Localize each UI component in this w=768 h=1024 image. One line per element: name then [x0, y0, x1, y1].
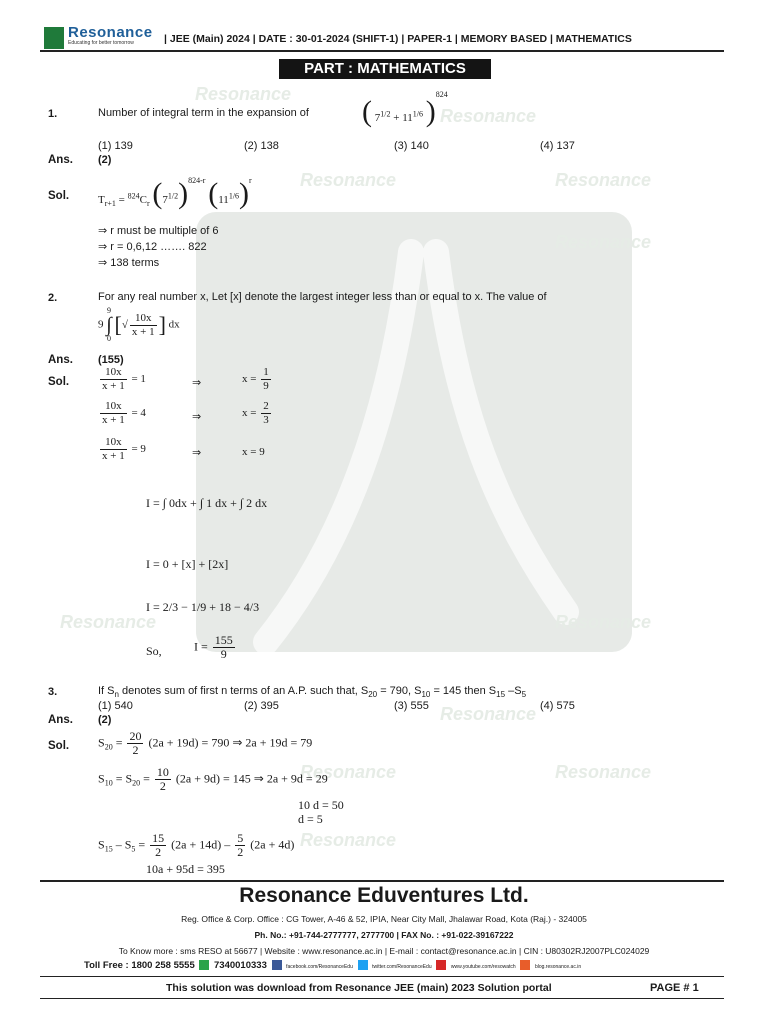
case-result: x = $\frac{2}{3}$	[242, 400, 269, 426]
answer-label: Ans.	[48, 154, 73, 166]
solution-step: ⇒ r must be multiple of 6	[98, 225, 219, 237]
implies-arrow: ⇒	[192, 447, 202, 459]
so-label: So,	[146, 644, 162, 658]
answer-value: (2)	[98, 154, 112, 166]
answer-value: (2)	[98, 714, 112, 726]
watermark-text: Resonance	[555, 170, 652, 190]
case-equation: $\frac{10x}{x + 1}$ = 9	[102, 436, 146, 462]
footer-divider	[40, 998, 724, 999]
watermark-text: Resonance	[555, 232, 652, 252]
facebook-link[interactable]: facebook.com/ResonanceEdu	[286, 964, 353, 970]
case-result: x = $\frac{1}{9}$	[242, 366, 269, 392]
company-name: Resonance Eduventures Ltd.	[239, 884, 529, 907]
watermark-text: Resonance	[555, 612, 652, 632]
question-text: Number of integral term in the expansion of	[98, 107, 309, 119]
solution-line: 10a + 95d = 395	[146, 862, 225, 876]
watermark-text: Resonance	[300, 830, 397, 850]
answer-label: Ans.	[48, 714, 73, 726]
twitter-icon	[358, 960, 368, 970]
whatsapp-number: 7340010333	[214, 960, 267, 971]
answer-value: (155)	[98, 354, 124, 366]
youtube-link[interactable]: www.youtube.com/resowatch	[450, 964, 516, 970]
footer-divider	[40, 880, 724, 882]
logo-text: Resonance	[68, 24, 153, 41]
integral-evaluated: I = 0 + [x] + [2x]	[146, 557, 229, 571]
option-3: (3) 140	[394, 140, 429, 152]
option-2: (2) 395	[244, 700, 279, 712]
facebook-icon	[272, 960, 282, 970]
whatsapp-icon	[199, 960, 209, 970]
integral-split: I = ∫ 0dx + ∫ 1 dx + ∫ 2 dx	[146, 496, 268, 510]
watermark-text: Resonance	[300, 170, 397, 190]
implies-arrow: ⇒	[192, 377, 202, 389]
watermark-text: Resonance	[60, 612, 157, 632]
contact-info: To Know more : sms RESO at 56677 | Website : www.resonance.ac.in | E-mail : contact@resonance.ac.in | CIN : U80302RJ2007PLC024029	[118, 946, 650, 956]
header-title: | JEE (Main) 2024 | DATE : 30-01-2024 (SHIFT-1) | PAPER-1 | MEMORY BASED | MATHEMATICS	[164, 33, 632, 45]
final-answer: I = $\frac{155}{9}$	[194, 633, 233, 661]
watermark-logo-icon	[196, 212, 632, 652]
implies-arrow: ⇒	[192, 411, 202, 423]
youtube-icon	[436, 960, 446, 970]
solution-line: $S_{10} = S_{20}$ = $\frac{10}{2}$ (2a + 9d) = 145 ⇒ 2a + 9d = 29	[98, 765, 328, 793]
download-note: This solution was download from Resonance JEE (main) 2023 Solution portal	[166, 982, 552, 994]
solution-step: ⇒ r = 0,6,12 ……. 822	[98, 241, 207, 253]
watermark-text: Resonance	[300, 762, 397, 782]
solution-line: 10 d = 50	[298, 798, 344, 812]
solution-label: Sol.	[48, 740, 70, 752]
office-address: Reg. Office & Corp. Office : CG Tower, A-46 & 52, IPIA, Near City Mall, Jhalawar Road, Kota (Raj.) - 324005	[181, 914, 587, 924]
solution-line: d = 5	[298, 812, 323, 826]
question-number: 3.	[48, 686, 58, 698]
integral-expression: 9 9 ∫ 0 [√ $\frac{10x}{x + 1}$ ] dx	[98, 306, 180, 343]
integral-value: I = 2/3 − 1/9 + 18 − 4/3	[146, 600, 260, 614]
part-title: PART : MATHEMATICS	[279, 59, 491, 79]
watermark-text: Resonance	[440, 704, 537, 724]
option-2: (2) 138	[244, 140, 279, 152]
question-text: If $S_n$ denotes sum of first n terms of an A.P. such that, $S_{20} = 790$, $S_{10} = 145$ then $S_{15}$ $-S_5$	[98, 685, 527, 700]
phone-fax: Ph. No.: +91-744-2777777, 2777700 | FAX No. : +91-022-39167222	[254, 930, 514, 940]
case-equation: $\frac{10x}{x + 1}$ = 4	[102, 400, 146, 426]
option-3: (3) 555	[394, 700, 429, 712]
header-divider	[40, 50, 724, 52]
option-4: (4) 137	[540, 140, 575, 152]
answer-label: Ans.	[48, 354, 73, 366]
page-number: PAGE # 1	[650, 982, 699, 994]
option-1: (1) 139	[98, 140, 133, 152]
watermark-text: Resonance	[440, 106, 537, 126]
solution-line: $S_{15} - S_5$ = $\frac{15}{2}$ (2a + 14d) – $\frac{5}{2}$ (2a + 4d)	[98, 831, 295, 859]
question-text: For any real number x, Let [x] denote the largest integer less than or equal to x. The value of	[98, 291, 547, 303]
resonance-logo-icon	[44, 27, 64, 49]
question-number: 2.	[48, 292, 58, 304]
option-1: (1) 540	[98, 700, 133, 712]
twitter-link[interactable]: twitter.com/ResonanceEdu	[372, 964, 432, 970]
blog-link[interactable]: blog.resonance.ac.in	[534, 964, 582, 970]
watermark-text: Resonance	[195, 84, 292, 104]
tollfree-number: Toll Free : 1800 258 5555	[84, 960, 195, 971]
question-number: 1.	[48, 108, 58, 120]
case-result: x = 9	[242, 446, 265, 458]
solution-step: ⇒ 138 terms	[98, 257, 160, 269]
solution-general-term: $T_{r+1} = ^{824}C_r$ $(7^{1/2})^{824-r}$ $(11^{1/6})^r$	[98, 176, 252, 210]
expansion-expression: ( $7^{1/2} + 11^{1/6}$ )$^{824}$	[362, 90, 448, 128]
option-4: (4) 575	[540, 700, 575, 712]
blog-icon	[520, 960, 530, 970]
footer-divider	[40, 976, 724, 977]
solution-label: Sol.	[48, 190, 70, 202]
solution-line: $S_{20}$ = $\frac{20}{2}$ (2a + 19d) = 790 ⇒ 2a + 19d = 79	[98, 729, 313, 757]
tollfree-bar	[84, 960, 581, 971]
watermark-text: Resonance	[555, 762, 652, 782]
logo-tagline: Educating for better tomorrow	[68, 40, 134, 46]
case-equation: $\frac{10x}{x + 1}$ = 1	[102, 366, 146, 392]
solution-label: Sol.	[48, 376, 70, 388]
